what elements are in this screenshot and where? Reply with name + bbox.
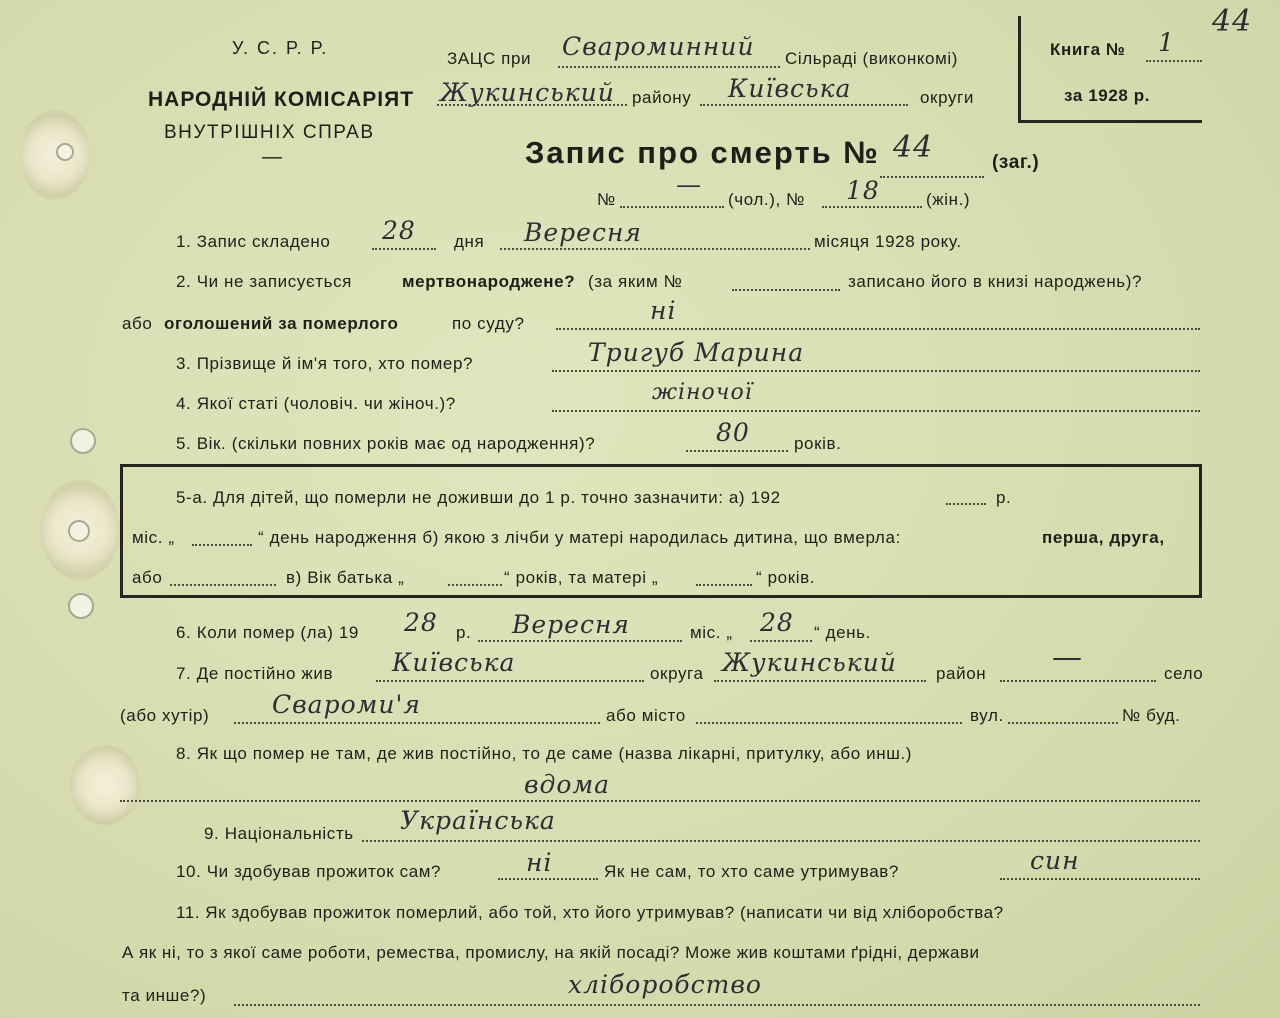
- field-5a-year-line: [946, 503, 986, 505]
- field-5-line: [686, 450, 788, 452]
- okruha-line: [700, 104, 908, 106]
- field-7-misto-line: [696, 722, 962, 724]
- field-10-label: 10. Чи здобував прожиток сам?: [176, 862, 442, 881]
- book-year: за 1928 р.: [1064, 86, 1151, 105]
- field-2-value: ні: [650, 296, 677, 325]
- sub-no-label: №: [597, 190, 616, 209]
- field-5-suffix: років.: [794, 434, 842, 453]
- field-5a-line3-a: або: [132, 568, 163, 587]
- field-7-vul-line: [1008, 722, 1118, 724]
- field-7-bud-label: № буд.: [1122, 706, 1181, 725]
- field-8-label: 8. Як що помер не там, де жив постійно, то де саме (назва лікарні, притулку, або инш.): [176, 744, 913, 763]
- field-7-raion-label: район: [936, 664, 987, 683]
- field-7-okruha-value: Київська: [392, 648, 516, 677]
- field-2-label-d: записано його в книзі народжень)?: [848, 272, 1143, 291]
- field-1-suffix: місяця 1928 року.: [814, 232, 962, 251]
- field-1-day: 28: [382, 216, 416, 245]
- book-box-bottom: [1018, 120, 1202, 123]
- field-7-selo-value: —: [1052, 640, 1083, 675]
- field-5a-or-line: [170, 584, 276, 586]
- field-8-value: вдома: [524, 770, 611, 799]
- field-9-line: [362, 840, 1200, 842]
- field-2-label-b: мертвонароджене?: [402, 272, 576, 291]
- punch-hole: [56, 143, 74, 161]
- field-1-label: 1. Запис складено: [176, 232, 331, 251]
- punch-hole: [68, 593, 94, 619]
- field-10-value2: син: [1030, 846, 1080, 875]
- field-6-year: 28: [404, 608, 438, 637]
- field-7-label: 7. Де постійно жив: [176, 664, 334, 683]
- field-2-line2-a: або: [122, 314, 153, 333]
- field-9-value: Українська: [400, 806, 556, 835]
- ussr-label: У. С. Р. Р.: [232, 38, 329, 58]
- field-2-value-line: [556, 328, 1200, 330]
- field-5a-line1-end: р.: [996, 488, 1012, 507]
- field-10-value-line: [498, 878, 598, 880]
- field-1-month-line: [500, 248, 810, 250]
- female-count-label: (жін.): [926, 190, 971, 209]
- field-5-value: 80: [716, 418, 750, 447]
- field-7-khutir-value: Свароми'я: [272, 690, 421, 719]
- field-7-selo-line: [1000, 680, 1156, 682]
- field-2-label-a: 2. Чи не записується: [176, 272, 352, 291]
- field-2-number-line: [732, 289, 840, 291]
- raion-label: району: [632, 88, 692, 107]
- page-number: 44: [1212, 4, 1253, 39]
- paper-stain: [20, 110, 90, 200]
- field-1-day-label: дня: [454, 232, 485, 251]
- raion-line: [437, 104, 627, 106]
- field-7-line2-label: (або хутір): [120, 706, 210, 725]
- field-6-day: 28: [760, 608, 794, 637]
- field-7-khutir-line: [234, 722, 600, 724]
- internal-affairs-label: ВНУТРІШНІХ СПРАВ: [164, 122, 375, 143]
- field-7-okruha-label: округа: [650, 664, 704, 683]
- field-4-value: жіночої: [652, 380, 753, 405]
- field-5a-line3-b: в) Вік батька „: [286, 568, 405, 587]
- field-7-raion-line: [714, 680, 926, 682]
- commissariat-label: НАРОДНІЙ КОМІСАРІЯТ: [148, 88, 415, 111]
- field-6-r: р.: [456, 623, 472, 642]
- field-6-day-line: [750, 640, 812, 642]
- field-5a-father-line: [448, 584, 502, 586]
- field-7-misto-label: або місто: [606, 706, 686, 725]
- paper-stain: [70, 745, 140, 825]
- field-2-line2-c: по суду?: [452, 314, 525, 333]
- book-number-line: [1146, 60, 1202, 62]
- field-1-day-line: [372, 248, 436, 250]
- field-11-line2: А як ні, то з якої саме роботи, ремества, промислу, на якій посаді? Може жив коштами ґрідні, держави: [122, 943, 980, 962]
- female-count-line: [822, 206, 922, 208]
- punch-hole: [70, 428, 96, 454]
- field-10-mid: Як не сам, то хто саме утримував?: [604, 862, 899, 881]
- field-10-value2-line: [1000, 878, 1200, 880]
- field-6-label: 6. Коли помер (ла) 19: [176, 623, 359, 642]
- field-5-label: 5. Вік. (скільки повних років має од народження)?: [176, 434, 596, 453]
- field-5a-line1: 5-а. Для дітей, що померли не доживши до 1 р. точно зазначити: а) 192: [176, 488, 781, 507]
- field-5a-line2-a: міс. „: [132, 528, 175, 547]
- okruha-value: Київська: [728, 74, 852, 103]
- punch-hole: [68, 520, 90, 542]
- village-council-suffix: Сільраді (виконкомі): [785, 49, 959, 68]
- field-11-line1: 11. Як здобував прожиток померлий, або той, хто його утримував? (написати чи від хліборобства?: [176, 903, 1004, 922]
- field-5a-line2-c: перша, друга,: [1042, 528, 1165, 547]
- field-7-raion-value: Жукинський: [722, 648, 897, 677]
- field-3-line: [552, 370, 1200, 372]
- field-4-label: 4. Якої статі (чоловіч. чи жіноч.)?: [176, 394, 456, 413]
- field-11-line3: та инше?): [122, 986, 207, 1005]
- male-count-label: (чол.), №: [728, 190, 805, 209]
- field-7-selo-label: село: [1164, 664, 1204, 683]
- field-6-month: Вересня: [512, 610, 630, 639]
- field-7-okruha-line: [376, 680, 644, 682]
- record-number-line: [880, 176, 984, 178]
- field-2-line2-b: оголошений за померлого: [164, 314, 399, 333]
- field-11-value: хліборобство: [568, 970, 762, 999]
- record-total-suffix: (заг.): [992, 152, 1040, 173]
- zags-prefix: ЗАЦС при: [447, 49, 532, 68]
- record-title: Запис про смерть №: [525, 135, 880, 170]
- book-box-left: [1018, 16, 1021, 122]
- header-dash: —: [262, 146, 283, 168]
- male-count-value: —: [676, 170, 702, 199]
- field-6-month-line: [478, 640, 682, 642]
- field-6-suffix: “ день.: [814, 623, 871, 642]
- field-11-line: [234, 1004, 1200, 1006]
- field-8-line: [120, 800, 1200, 802]
- field-5a-month-line: [192, 544, 252, 546]
- field-3-label: 3. Прізвище й ім'я того, хто помер?: [176, 354, 474, 373]
- field-5a-mother-line: [696, 584, 752, 586]
- record-number: 44: [893, 130, 934, 165]
- field-7-vul-label: вул.: [970, 706, 1004, 725]
- field-3-value: Тригуб Марина: [588, 338, 805, 367]
- field-2-label-c: (за яким №: [588, 272, 683, 291]
- field-4-line: [552, 410, 1200, 412]
- male-count-line: [620, 206, 724, 208]
- female-count-value: 18: [846, 176, 880, 205]
- village-council-line: [558, 66, 780, 68]
- field-10-value: ні: [526, 848, 553, 877]
- book-number: 1: [1158, 28, 1175, 57]
- raion-value: Жукинський: [440, 78, 615, 107]
- village-council-value: Свароминний: [562, 32, 755, 61]
- book-label: Книга №: [1050, 40, 1126, 59]
- field-6-mis: міс. „: [690, 623, 733, 642]
- okruha-label: округи: [920, 88, 974, 107]
- field-5a-line2-b: “ день народження б) якою з лічби у матері народилась дитина, що вмерла:: [258, 528, 901, 547]
- field-5a-line3-d: “ років.: [756, 568, 816, 587]
- field-1-month: Вересня: [524, 218, 642, 247]
- field-5a-line3-c: “ років, та матері „: [504, 568, 659, 587]
- field-9-label: 9. Національність: [204, 824, 354, 843]
